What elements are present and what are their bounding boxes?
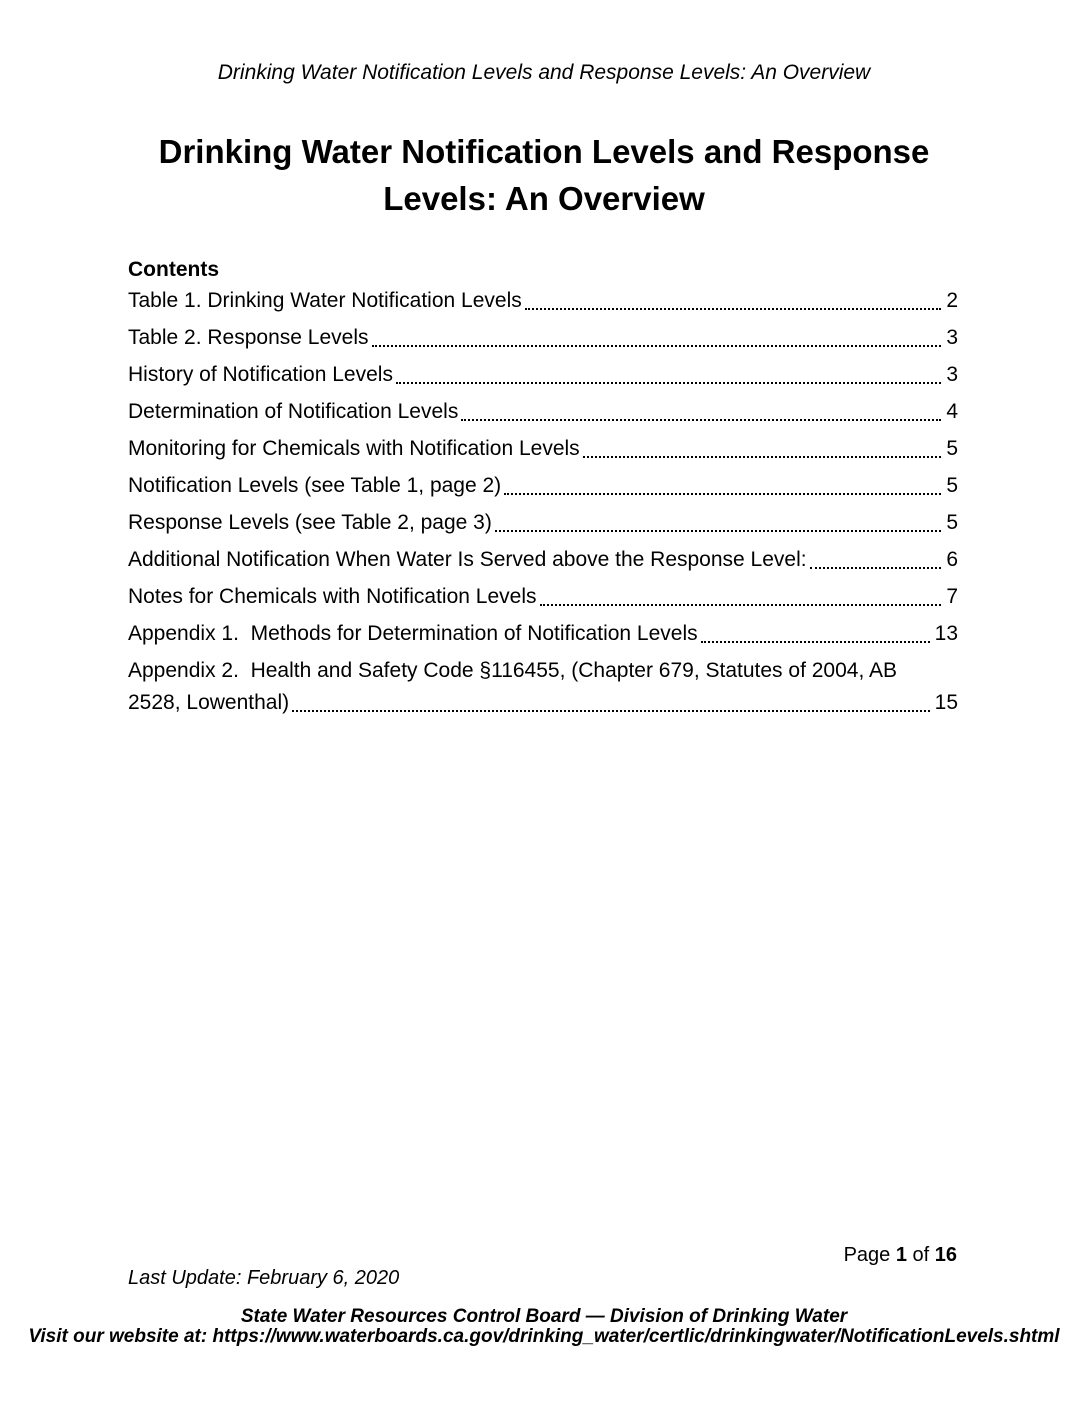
toc-dot-leader [580, 433, 947, 465]
table-of-contents [128, 254, 958, 724]
toc-dot-leader [393, 359, 946, 391]
toc-entry-response-levels[interactable] [128, 507, 958, 539]
running-header: Drinking Water Notification Levels and Response Levels: An Overview [217, 61, 871, 84]
toc-entry-page: 5 [946, 474, 958, 497]
toc-entry-history[interactable] [128, 359, 958, 391]
toc-entry-monitoring[interactable] [128, 433, 958, 465]
toc-dot-leader [807, 544, 947, 576]
toc-entry-additional-notification[interactable] [128, 544, 958, 576]
current-page-number: 1 [895, 1244, 907, 1266]
toc-entry-label: Notes for Chemicals with Notification Levels [128, 585, 537, 608]
toc-entry-label: Monitoring for Chemicals with Notification Levels [128, 437, 580, 460]
toc-entry-page: 7 [946, 585, 958, 608]
toc-entry-determination[interactable] [128, 396, 958, 428]
toc-entry-page: 5 [946, 437, 958, 460]
toc-entry-table-1[interactable] [128, 285, 958, 317]
toc-entry-label: Table 1. Drinking Water Notification Levels [128, 289, 522, 312]
toc-dot-leader [537, 581, 947, 613]
document-title-line2: Levels: An Overview [383, 180, 705, 217]
toc-entry-page: 3 [946, 326, 958, 349]
toc-entry-label: Determination of Notification Levels [128, 400, 459, 423]
toc-entry-notes[interactable] [128, 581, 958, 613]
toc-entry-label: Additional Notification When Water Is Served above the Response Level: [128, 548, 807, 571]
toc-entry-page: 15 [934, 691, 958, 714]
toc-dot-leader [522, 285, 947, 317]
toc-dot-leader [698, 618, 935, 650]
page-number [844, 1243, 957, 1268]
toc-entry-label: History of Notification Levels [128, 363, 393, 386]
document-title-line1: Drinking Water Notification Levels and Response [158, 133, 930, 170]
toc-entry-page: 13 [934, 622, 958, 645]
document-title [0, 128, 1088, 222]
toc-entry-page: 6 [946, 548, 958, 571]
last-update-note: Last Update: February 6, 2020 [128, 1267, 400, 1289]
toc-dot-leader [289, 687, 935, 719]
toc-entry-label: Response Levels (see Table 2, page 3) [128, 511, 492, 534]
toc-dot-leader [501, 470, 946, 502]
toc-entry-page: 4 [946, 400, 958, 423]
toc-entry-label-line2: 2528, Lowenthal) [128, 691, 290, 714]
footer-website-link[interactable]: Visit our website at: https://www.waterboards.ca.gov/drinking_water/certlic/drinkingwater/NotificationLevels.shtml [28, 1326, 1060, 1347]
page-word: Page [843, 1244, 896, 1266]
toc-entry-page: 5 [946, 511, 958, 534]
total-page-number: 16 [934, 1244, 957, 1266]
toc-entry-appendix-1[interactable] [128, 618, 958, 650]
toc-dot-leader [458, 396, 946, 428]
footer-organization-line: State Water Resources Control Board — Division of Drinking Water [240, 1306, 848, 1327]
contents-heading: Contents [128, 258, 219, 281]
toc-dot-leader [492, 507, 946, 539]
toc-entry-notification-levels[interactable] [128, 470, 958, 502]
toc-entry-label: Table 2. Response Levels [128, 326, 369, 349]
toc-entry-label-line1: Appendix 2. Health and Safety Code §116455, (Chapter 679, Statutes of 2004, AB [128, 659, 897, 682]
toc-entry-label: Notification Levels (see Table 1, page 2) [128, 474, 502, 497]
toc-entry-label: Appendix 1. Methods for Determination of Notification Levels [128, 622, 698, 645]
toc-entry-table-2[interactable] [128, 322, 958, 354]
toc-entry-appendix-2[interactable] [128, 655, 958, 719]
toc-dot-leader [369, 322, 947, 354]
toc-entry-page: 2 [946, 289, 958, 312]
toc-entry-page: 3 [946, 363, 958, 386]
of-word: of [906, 1244, 935, 1266]
